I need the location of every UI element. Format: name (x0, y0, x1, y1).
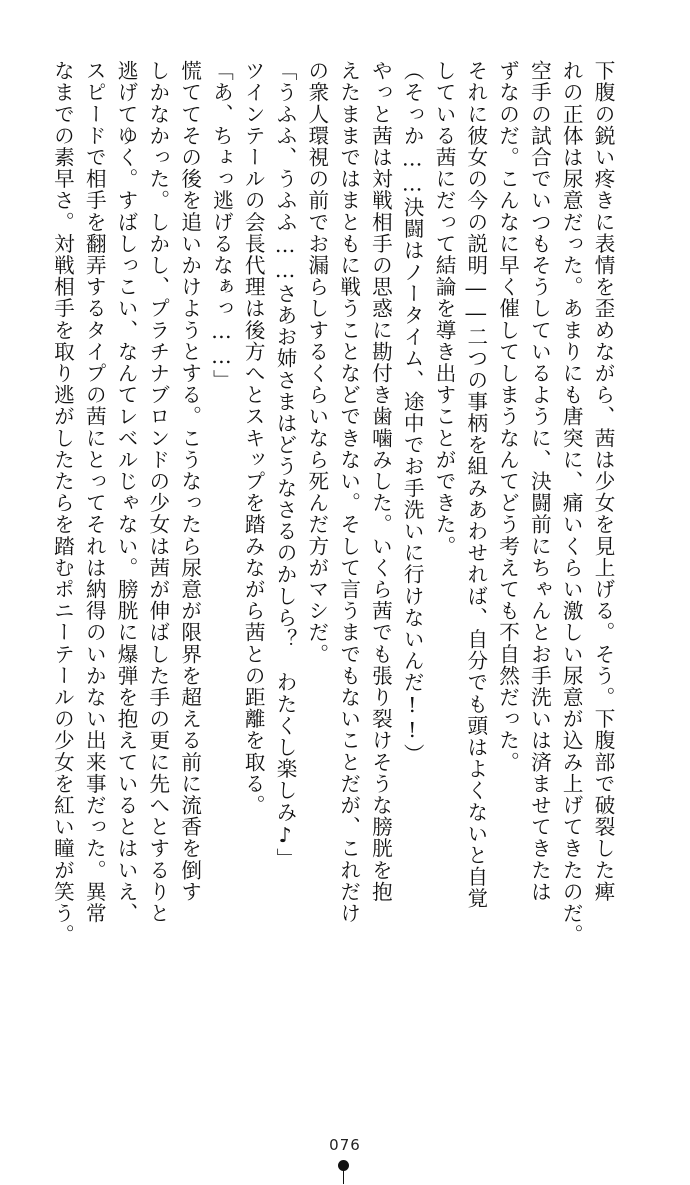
text-line: れの正体は尿意だった。あまりにも唐突に、痛いくらい激しい尿意が込み上げてきたのだ。 (559, 60, 584, 946)
text-line: なまでの素早さ。対戦相手を取り逃がしたたらを踏むポニーテールの少女を紅い瞳が笑う。 (50, 60, 75, 946)
text-line: （そっか……決闘はノータイム、途中でお手洗いに行けないんだ!!） (400, 60, 425, 765)
text-line: それに彼女の今の説明――二つの事柄を組みあわせれば、自分でも頭はよくないと自覚 (463, 60, 488, 910)
text-line: しかなかった。しかし、プラチナブロンドの少女は茜が伸ばした手の更に先へとするりと (145, 60, 170, 924)
text-line: 下腹の鋭い疼きに表情を歪めながら、茜は少女を見上げる。そう。下腹部で破裂した痺 (591, 60, 615, 903)
text-line: えたままではまともに戦うことなどできない。そして言うまでもないことだが、これだけ (336, 60, 361, 924)
text-line: している茜にだって結論を導き出すことができた。 (432, 60, 457, 557)
text-line: 逃げてゆく。すばしっこい、なんてレベルじゃない。膀胱に爆弾を抱えているとはいえ、 (114, 60, 139, 924)
text-line: ツインテールの会長代理は後方へとスキップを踏みながら茜との距離を取る。 (241, 60, 266, 816)
text-line: 「あ、ちょっ逃げるなぁっ……」 (209, 60, 234, 391)
text-line: ずなのだ。こんなに早く催してしまうなんてどう考えても不自然だった。 (495, 60, 520, 773)
page-marker-stem (343, 1170, 344, 1184)
vertical-text-body (50, 60, 618, 1000)
text-line: の衆人環視の前でお漏らしするくらいなら死んだ方がマシだ。 (304, 60, 329, 665)
text-line: 慌ててその後を追いかけようとする。こうなったら尿意が限界を超える前に流香を倒す (177, 60, 202, 903)
page-number: 076 (329, 1136, 361, 1154)
text-line: 「うふふ、うふふ……さあお姉さまはどうなさるのかしら？ わたくし楽しみ♪」 (273, 60, 298, 870)
text-line: やっと茜は対戦相手の思惑に勘付き歯噛みした。いくら茜でも張り裂けそうな膀胱を抱 (368, 60, 393, 903)
text-line: スピードで相手を翻弄するタイプの茜にとってそれは納得のいかない出来事だった。異常 (82, 60, 107, 924)
text-line: 空手の試合でいつもそうしているように、決闘前にちゃんとお手洗いは済ませてきたは (527, 60, 552, 903)
